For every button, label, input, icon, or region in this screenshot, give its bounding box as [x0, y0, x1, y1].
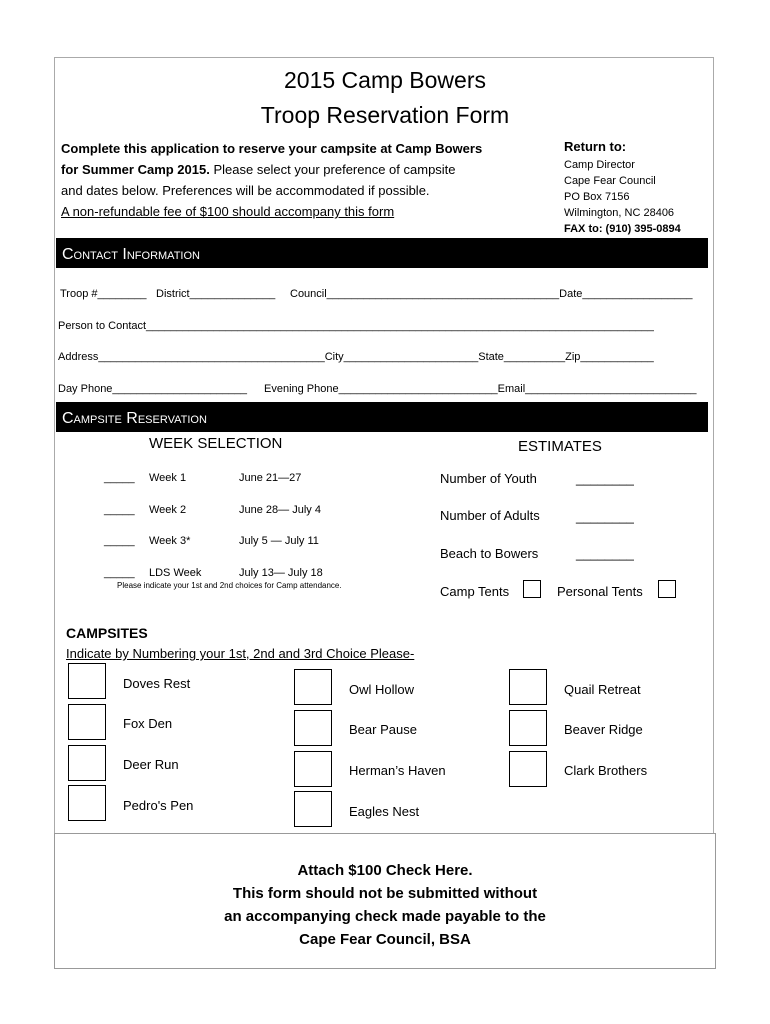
- campsite-name: Eagles Nest: [349, 804, 420, 819]
- return-line: Camp Director: [564, 159, 635, 171]
- estimate-label: Beach to Bowers: [440, 546, 539, 561]
- estimate-label: Number of Adults: [440, 508, 540, 523]
- troop-field[interactable]: Troop #________: [60, 288, 147, 300]
- week-name: Week 2: [149, 504, 187, 516]
- campsite-choice-box[interactable]: [509, 751, 547, 787]
- fee-notice: A non-refundable fee of $100 should accompany this form: [61, 204, 395, 219]
- personal-tents-checkbox[interactable]: [658, 580, 676, 598]
- campsite-choice-box[interactable]: [294, 669, 332, 705]
- check-instruction-line: an accompanying check made payable to the: [224, 908, 546, 925]
- campsite-choice-box[interactable]: [509, 710, 547, 746]
- campsite-choice-box[interactable]: [68, 785, 106, 821]
- check-instruction-line: This form should not be submitted without: [232, 885, 538, 902]
- campsites-instruction: Indicate by Numbering your 1st, 2nd and 3rd Choice Please-: [66, 646, 415, 661]
- campsite-name: Pedro's Pen: [123, 798, 194, 813]
- week-dates: June 21—27: [239, 472, 302, 484]
- week-dates: June 28— July 4: [239, 504, 321, 516]
- intro-text: [61, 138, 482, 222]
- campsite-choice-box[interactable]: [294, 791, 332, 827]
- campsite-reservation-header: Campsite Reservation: [56, 402, 708, 432]
- week-selection-heading: WEEK SELECTION: [149, 435, 283, 452]
- person-to-contact-field[interactable]: Person to Contact___________________________________________________________________________________: [58, 320, 654, 332]
- week-name: Week 1: [149, 472, 187, 484]
- attach-check-line: Attach $100 Check Here.: [297, 862, 473, 879]
- campsite-choice-box[interactable]: [509, 669, 547, 705]
- evening-phone-email-field[interactable]: Evening Phone__________________________Email____________________________: [264, 383, 697, 395]
- week-name: Week 3*: [149, 535, 191, 547]
- camp-tents-checkbox[interactable]: [523, 580, 541, 598]
- campsite-choice-box[interactable]: [68, 663, 106, 699]
- week-choice-note: Please indicate your 1st and 2nd choices for Camp attendance.: [117, 581, 342, 590]
- intro-line3: and dates below. Preferences will be accommodated if possible.: [61, 183, 430, 198]
- return-to-heading: Return to:: [564, 139, 627, 154]
- campsite-name: Owl Hollow: [349, 682, 415, 697]
- form-title-line1: 2015 Camp Bowers: [284, 67, 486, 93]
- week-blank[interactable]: _____: [104, 472, 135, 484]
- day-phone-field[interactable]: Day Phone______________________: [58, 383, 248, 395]
- campsite-name: Bear Pause: [349, 722, 417, 737]
- campsite-choice-box[interactable]: [294, 751, 332, 787]
- return-line: Wilmington, NC 28406: [564, 207, 675, 219]
- campsite-name: Beaver Ridge: [564, 722, 643, 737]
- campsite-name: Fox Den: [123, 716, 173, 731]
- week-name: LDS Week: [149, 567, 202, 579]
- campsite-choice-box[interactable]: [68, 745, 106, 781]
- council-date-field[interactable]: Council______________________________________Date__________________: [290, 288, 693, 300]
- intro-line2-bold: for Summer Camp 2015.: [61, 162, 210, 177]
- week-dates: July 13— July 18: [239, 567, 323, 579]
- form-title-line2: Troop Reservation Form: [260, 102, 510, 128]
- return-address: [564, 157, 681, 237]
- fax-number: FAX to: (910) 395-0894: [564, 223, 681, 235]
- campsite-choice-box[interactable]: [294, 710, 332, 746]
- campsite-name: Clark Brothers: [564, 763, 648, 778]
- week-blank[interactable]: _____: [104, 504, 135, 516]
- estimate-label: Number of Youth: [440, 471, 537, 486]
- contact-information-header: Contact Information: [56, 238, 708, 268]
- return-line: PO Box 7156: [564, 191, 630, 203]
- intro-line2: Please select your preference of campsite: [209, 162, 456, 177]
- campsites-heading: CAMPSITES: [66, 625, 148, 641]
- intro-line1: Complete this application to reserve your campsite at Camp Bowers: [61, 141, 483, 156]
- district-field[interactable]: District______________: [156, 288, 276, 300]
- estimate-blank[interactable]: ________: [576, 509, 634, 524]
- week-blank[interactable]: _____: [104, 535, 135, 547]
- return-line: Cape Fear Council: [564, 175, 656, 187]
- week-dates: July 5 — July 11: [239, 535, 319, 547]
- campsite-name: Deer Run: [123, 757, 179, 772]
- personal-tents-label: Personal Tents: [557, 584, 643, 599]
- address-field[interactable]: Address_____________________________________City______________________State__________Zip____________: [58, 351, 654, 363]
- campsite-name: Doves Rest: [123, 676, 191, 691]
- estimate-blank[interactable]: ________: [576, 471, 634, 486]
- campsite-name: Quail Retreat: [564, 682, 641, 697]
- camp-tents-label: Camp Tents: [440, 584, 510, 599]
- estimates-heading: ESTIMATES: [518, 438, 602, 455]
- campsite-choice-box[interactable]: [68, 704, 106, 740]
- week-blank[interactable]: _____: [104, 567, 135, 579]
- estimate-blank[interactable]: ________: [576, 546, 634, 561]
- campsite-name: Herman’s Haven: [349, 763, 446, 778]
- check-payee-line: Cape Fear Council, BSA: [299, 931, 471, 948]
